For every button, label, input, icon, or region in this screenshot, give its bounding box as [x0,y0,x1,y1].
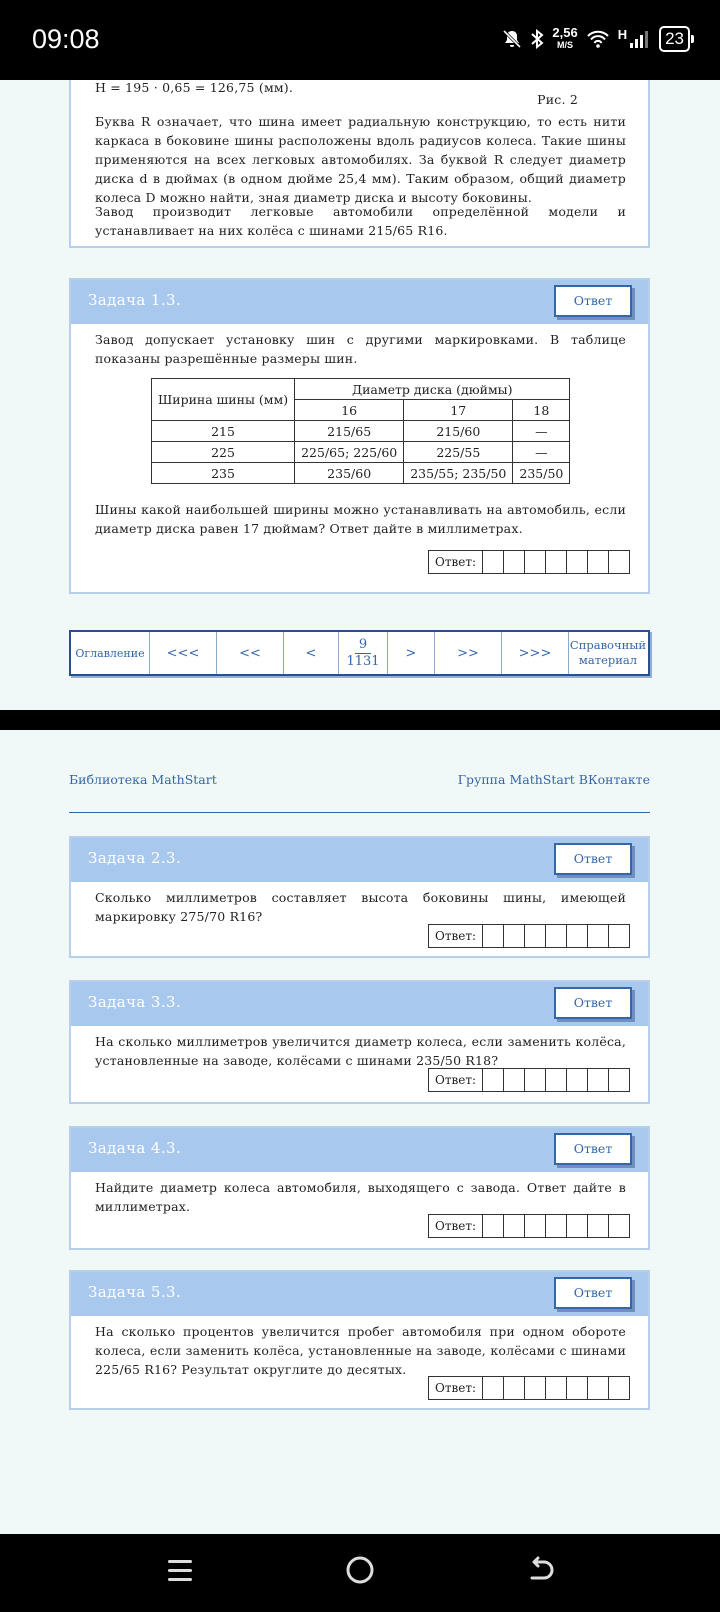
task-title-bar [71,982,648,1026]
answer-button[interactable]: Ответ [554,285,632,317]
prev-page-button[interactable]: < [284,632,339,674]
answer-field[interactable] [428,1068,630,1092]
task-text: На сколько миллиметров увеличится диаметр колеса, если заменить колёса, установленные на заводе, колёсами с шинами 235/50 R18? [95,1034,626,1068]
task-text: Найдите диаметр колеса автомобиля, выходящего с завода. Ответ дайте в миллиметрах. [95,1180,626,1214]
task-question: Шины какой наибольшей ширины можно устанавливать на автомобиль, если диаметр диска равен 17 дюймам? Ответ дайте в миллиметрах. [95,502,626,536]
intro-paragraph-1: Буква R означает, что шина имеет радиальную конструкцию, то есть нити каркаса в боковине шины расположены вдоль радиусов колеса. Такие шины применяются на всех легковых автомобилях. За буквой R следует диаметр диска d в дюймах (в одном дюйме 25,4 мм). Таким образом, общий диаметр колеса D можно найти, зная диаметр диска и высоту боковины. [95,114,626,205]
table-cell: — [513,442,570,463]
document-page-2 [0,730,720,1534]
bluetooth-icon [530,29,544,49]
clock: 09:08 [32,24,100,54]
task-card-4 [69,1126,650,1250]
signal-label: H [617,26,628,42]
task-title: Задача 1.3. [88,291,182,309]
table-row-header: Ширина шины (мм) [152,379,295,421]
battery-indicator: 23 [659,26,690,52]
signal-icon [629,29,651,49]
tire-sizes-table [151,378,570,484]
answer-button[interactable]: Ответ [554,1133,632,1165]
status-icons [502,22,690,56]
answer-label: Ответ: [429,551,483,573]
forward-10-button[interactable]: >> [435,632,502,674]
table-cell: — [513,421,570,442]
task-card-5 [69,1270,650,1410]
table-cell: 225/65; 225/60 [295,442,404,463]
table-col-group: Диаметр диска (дюймы) [295,379,570,400]
answer-label: Ответ: [429,925,483,947]
back-10-button[interactable]: << [217,632,284,674]
network-speed: 2,56 M/S [552,25,578,50]
task-title: Задача 5.3. [88,1283,182,1301]
table-cell: 215 [152,421,295,442]
first-page-button[interactable]: <<< [150,632,217,674]
table-row [152,421,570,442]
table-col-header: 16 [295,400,404,421]
task-title-bar [71,838,648,882]
header-divider [69,812,650,813]
intro-paragraph-2: Завод производит легковые автомобили определённой модели и устанавливает на них колёса с шинами 215/65 R16. [95,204,626,238]
table-cell: 215/60 [404,421,513,442]
task-title: Задача 2.3. [88,849,182,867]
page-number: 9 [355,637,371,654]
back-icon[interactable] [524,1554,556,1586]
vk-group-link[interactable]: Группа MathStart ВКонтакте [457,772,650,787]
answer-label: Ответ: [429,1215,483,1237]
figure-caption: Рис. 2 [537,92,578,107]
answer-field[interactable] [428,550,630,574]
answer-button[interactable]: Ответ [554,1277,632,1309]
table-row [152,463,570,484]
table-cell: 225 [152,442,295,463]
answer-button[interactable]: Ответ [554,987,632,1019]
next-page-button[interactable]: > [388,632,435,674]
contents-button[interactable]: Оглавление [71,632,150,674]
page-navigation [69,630,650,676]
mute-bell-icon [502,29,522,49]
answer-field[interactable] [428,924,630,948]
task-text: На сколько процентов увеличится пробег автомобиля при одном обороте колеса, если заменить колёса, установленные на заводе, колёсами с шинами 225/65 R16? Результат округлите до десятых. [95,1324,626,1377]
task-title-bar [71,1128,648,1172]
table-cell: 215/65 [295,421,404,442]
table-col-header: 17 [404,400,513,421]
library-link[interactable]: Библиотека MathStart [69,772,217,787]
task-card-2 [69,836,650,958]
page-indicator[interactable] [339,632,388,674]
page-total: 1131 [346,653,380,669]
last-page-button[interactable]: >>> [502,632,569,674]
task-text: Сколько миллиметров составляет высота боковины шины, имеющей маркировку 275/70 R16? [95,890,626,924]
task-title-bar [71,280,648,324]
document-page-1 [0,80,720,710]
table-cell: 235/55; 235/50 [404,463,513,484]
answer-field[interactable] [428,1376,630,1400]
wifi-icon [586,29,610,49]
reference-button[interactable]: Справочный материал [569,638,647,667]
task-title: Задача 3.3. [88,993,182,1011]
task-card-3 [69,980,650,1104]
table-cell: 235 [152,463,295,484]
answer-button[interactable]: Ответ [554,843,632,875]
task-title: Задача 4.3. [88,1139,182,1157]
intro-card [69,80,650,248]
table-cell: 225/55 [404,442,513,463]
recent-apps-icon[interactable] [166,1556,194,1586]
system-navigation-bar [0,1534,720,1612]
task-text: Завод допускает установку шин с другими маркировками. В таблице показаны разрешённые размеры шин. [95,332,626,366]
answer-label: Ответ: [429,1377,483,1399]
status-bar [0,0,720,80]
table-cell: 235/50 [513,463,570,484]
table-row [152,442,570,463]
task-card-1 [69,278,650,594]
answer-label: Ответ: [429,1069,483,1091]
answer-field[interactable] [428,1214,630,1238]
top-formula: H = 195 · 0,65 = 126,75 (мм). [95,80,294,95]
home-icon[interactable] [344,1554,376,1586]
table-col-header: 18 [513,400,570,421]
table-cell: 235/60 [295,463,404,484]
task-title-bar [71,1272,648,1316]
